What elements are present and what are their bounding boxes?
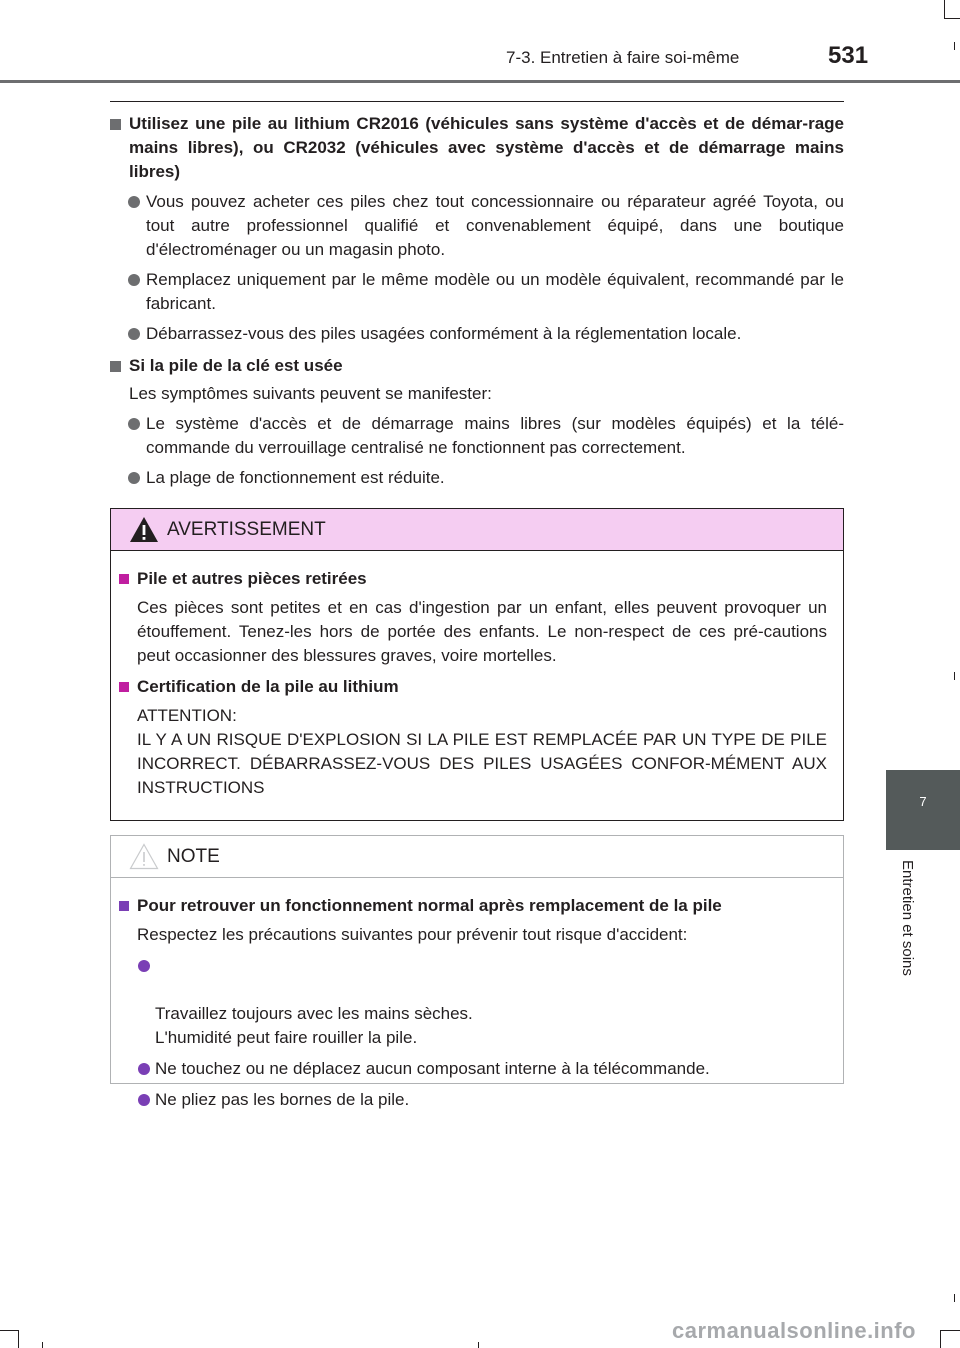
crop-mark [944,18,960,19]
crop-mark [0,1330,18,1331]
page-number: 531 [828,42,869,69]
chapter-tab [886,770,960,850]
square-bullet-icon [110,119,121,130]
crop-mark [954,672,955,680]
section-heading: Utilisez une pile au lithium CR2016 (véhicules sans système d'accès et de démar-rage mains libres), ou CR2032 (véhicules avec système d'accès et de démarrage mains libres) [110,112,844,184]
content-rule [110,101,844,102]
square-bullet-icon [110,361,121,372]
square-bullet-icon [119,574,129,584]
note-title: NOTE [167,846,220,867]
warning-item-heading: Pile et autres pièces retirées [119,567,827,591]
circle-bullet-icon [128,274,140,286]
circle-bullet-icon [128,418,140,430]
chapter-label: Entretien et soins [899,860,916,976]
crop-mark [940,1330,960,1331]
square-bullet-icon [119,901,129,911]
note-heading: Pour retrouver un fonctionnement normal après remplacement de la pile [119,894,827,918]
watermark-logo: carmanualsonline.info [672,1318,916,1343]
section-heading: Si la pile de la clé est usée [110,354,844,378]
list-item: Ne touchez ou ne déplacez aucun composant interne à la télécommande. [119,1057,827,1081]
list-item: Débarrassez-vous des piles usagées conformément à la réglementation locale. [110,322,844,346]
list-item: Vous pouvez acheter ces piles chez tout concessionnaire ou réparateur agréé Toyota, ou tout autre professionnel qualifié et convenablement équipé, dans une boutique d'électroménager ou un magasin photo. [110,190,844,262]
caution-triangle-icon [129,843,159,870]
crop-mark [954,42,955,50]
circle-bullet-icon [128,472,140,484]
circle-bullet-icon [128,196,140,208]
warning-item-text: Ces pièces sont petites et en cas d'ingestion par un enfant, elles peuvent provoquer un étouffement. Tenez-les hors de portée des enfants. Le non-respect de ces pré-cautions peut occasionner des blessures graves, voire mortelles. [137,598,827,665]
crop-mark [42,1342,43,1348]
circle-bullet-icon [138,1063,150,1075]
header-rule [0,80,960,83]
circle-bullet-icon [138,1094,150,1106]
crop-mark [954,1294,955,1302]
circle-bullet-icon [128,328,140,340]
warning-body [111,551,843,800]
section-intro: Les symptômes suivants peuvent se manifester: [129,384,492,403]
chapter-number: 7 [919,794,927,809]
list-item: Ne pliez pas les bornes de la pile. [119,1088,827,1112]
list-item: Remplacez uniquement par le même modèle ou un modèle équivalent, recommandé par le fabricant. [110,268,844,316]
note-intro: Respectez les précautions suivantes pour prévenir tout risque d'accident: [137,925,688,944]
warning-item-heading: Certification de la pile au lithium [119,675,827,699]
note-header [111,836,843,878]
section-title: 7-3. Entretien à faire soi-même [506,48,740,67]
warning-box [110,508,844,821]
warning-header [111,509,843,551]
crop-mark [940,1330,941,1348]
note-box [110,835,844,1109]
warning-item-text: ATTENTION: IL Y A UN RISQUE D'EXPLOSION SI LA PILE EST REMPLACÉE PAR UN TYPE DE PILE INCORRECT. DÉBARRASSEZ-VOUS DES PILES USAGÉES CONFOR-MÉMENT AUX INSTRUCTIONS [137,706,827,797]
warning-triangle-icon [129,516,159,543]
main-content [110,112,844,490]
list-item: Le système d'accès et de démarrage mains libres (sur modèles équipés) et la télé-commande du verrouillage centralisé ne fonctionnent pas correctement. [110,412,844,460]
list-item: Travaillez toujours avec les mains sèches. L'humidité peut faire rouiller la pile. [119,954,827,1050]
list-item: La plage de fonctionnement est réduite. [110,466,844,490]
circle-bullet-icon [138,960,150,972]
crop-mark [18,1330,19,1348]
square-bullet-icon [119,682,129,692]
crop-mark [944,0,945,18]
warning-title: AVERTISSEMENT [167,519,326,540]
note-body [111,878,843,1112]
crop-mark [478,1342,479,1348]
